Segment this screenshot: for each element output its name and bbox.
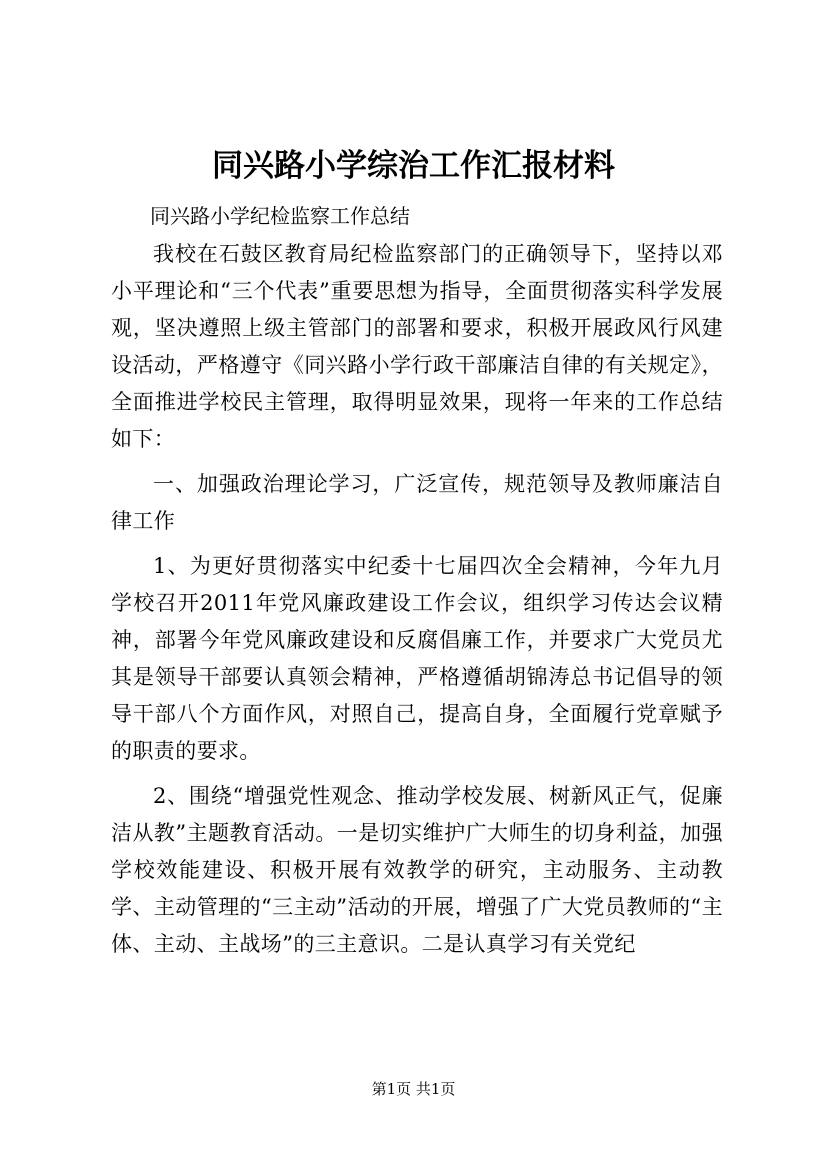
paragraph-item-2: 2、围绕“增强党性观念、推动学校发展、树新风正气，促廉洁从教”主题教育活动。一是切实维护广大师生的切身利益，加强学校效能建设、积极开展有效教学的研究，主动服务、主动教学、主动管理的“三主动”活动的开展，增强了广大党员教师的“主体、主动、主战场”的三主意识。二是认真学习有关党纪	[111, 784, 723, 956]
page-footer: 第1页 共1页	[371, 1080, 456, 1098]
paragraph-item-1: 1、为更好贯彻落实中纪委十七届四次全会精神，今年九月学校召开2011年党风廉政建设工作会议，组织学习传达会议精神，部署今年党风廉政建设和反腐倡廉工作，并要求广大党员尤其是领导干部要认真领会精神，严格遵循胡锦涛总书记倡导的领导干部八个方面作风，对照自己，提高自身，全面履行党章赋予的职责的要求。	[111, 554, 723, 763]
document-subtitle: 同兴路小学纪检监察工作总结	[150, 204, 410, 228]
document-body	[111, 236, 723, 971]
paragraph-intro: 我校在石鼓区教育局纪检监察部门的正确领导下，坚持以邓小平理论和“三个代表”重要思想为指导，全面贯彻落实科学发展观，坚决遵照上级主管部门的部署和要求，积极开展政风行风建设活动，严格遵守《同兴路小学行政干部廉洁自律的有关规定》，全面推进学校民主管理，取得明显效果，现将一年来的工作总结如下：	[111, 242, 723, 451]
section-heading-1: 一、加强政治理论学习，广泛宣传，规范领导及教师廉洁自律工作	[111, 472, 723, 533]
document-title: 同兴路小学综治工作汇报材料	[212, 148, 615, 184]
